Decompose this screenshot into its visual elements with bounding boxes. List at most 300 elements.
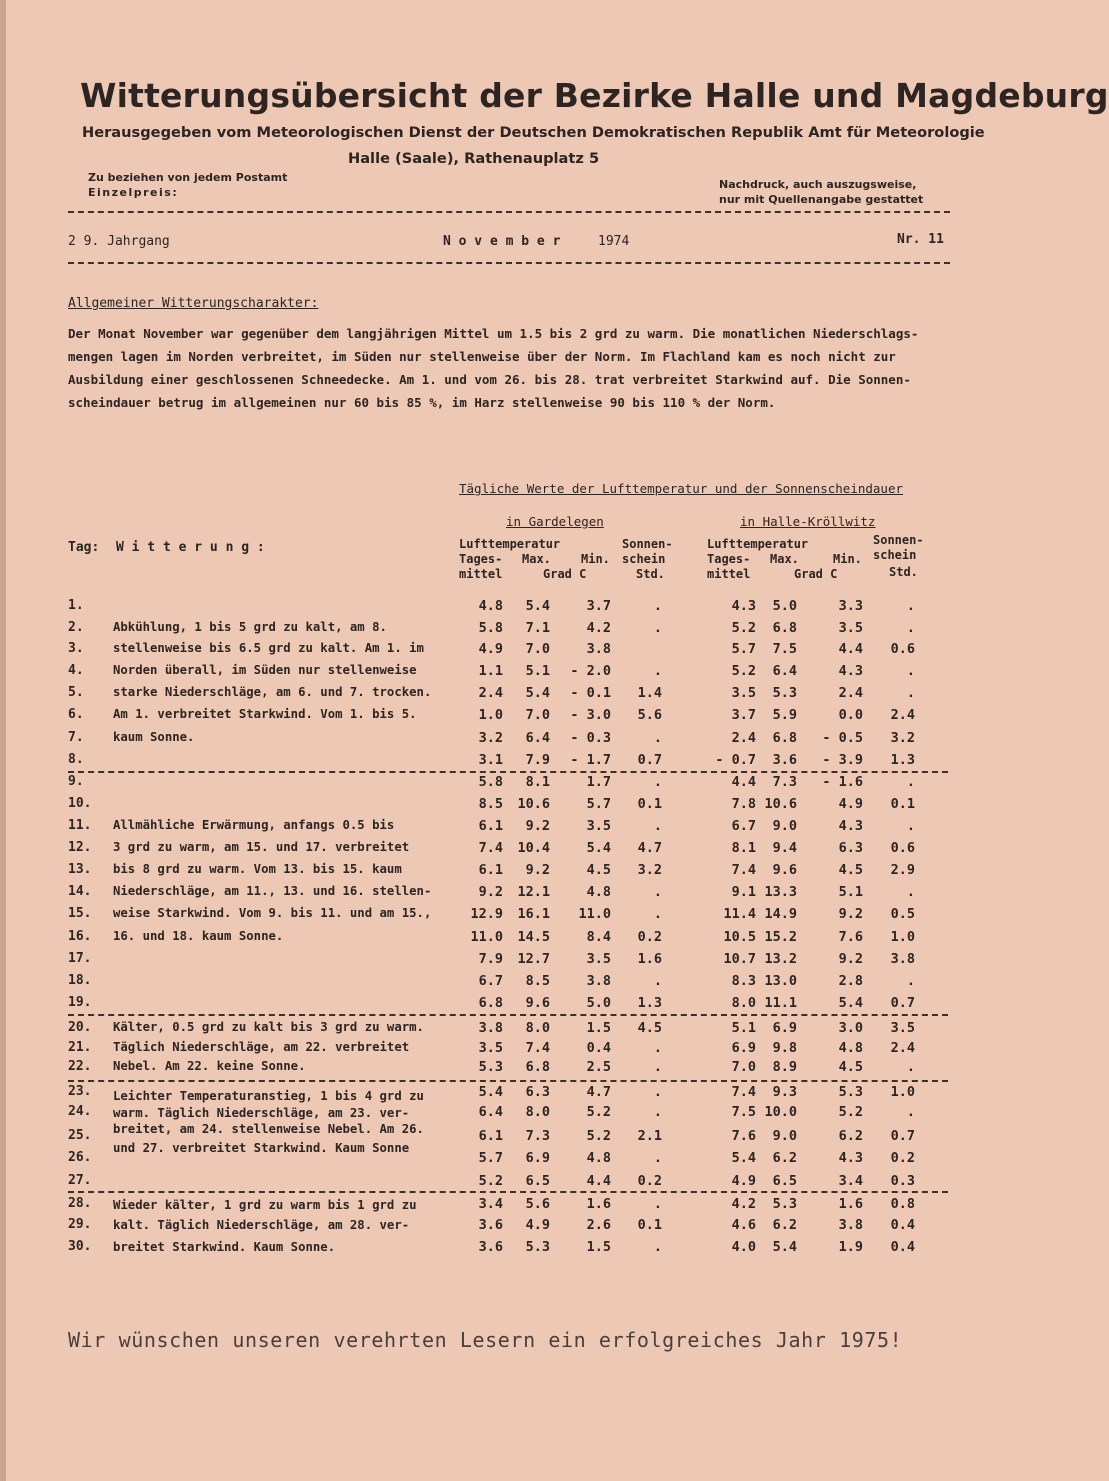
order-info-line: Zu beziehen von jedem Postamt bbox=[88, 171, 288, 184]
general-line-1: Der Monat November war gegenüber dem langjährigen Mittel um 1.5 bis 2 grd zu warm. Die monatlichen Niederschlags- bbox=[68, 326, 919, 341]
h-mittel-cell: 3.7 bbox=[731, 707, 756, 723]
g-std-header: Std. bbox=[636, 567, 665, 581]
issue-year: 1974 bbox=[598, 234, 630, 249]
g-mittel-cell: 3.8 bbox=[478, 1020, 503, 1036]
period-4-line-3: breitet, am 24. stellenweise Nebel. Am 26. bbox=[113, 1122, 424, 1136]
h-sonne-cell: 0.1 bbox=[890, 796, 915, 812]
issue-number: Nr. 11 bbox=[897, 232, 944, 247]
h-tages-header: Tages- bbox=[707, 552, 751, 566]
h-min-cell: 4.3 bbox=[838, 1150, 863, 1166]
g-mittel-cell: 6.7 bbox=[478, 973, 503, 989]
day-label: 12. bbox=[68, 840, 92, 855]
g-sonne-cell: . bbox=[653, 598, 662, 614]
g-max-cell: 6.3 bbox=[525, 1084, 550, 1100]
h-schein-header: schein bbox=[873, 548, 917, 562]
g-max-cell: 7.0 bbox=[525, 707, 550, 723]
g-max-cell: 8.1 bbox=[525, 774, 550, 790]
period-3-line-1: Kälter, 0.5 grd zu kalt bis 3 grd zu warm. bbox=[113, 1020, 424, 1034]
g-sonne-cell: . bbox=[653, 1150, 662, 1166]
g-max-cell: 4.9 bbox=[525, 1217, 550, 1233]
g-mittel-cell: 5.2 bbox=[478, 1173, 503, 1189]
g-mittel-cell: 6.8 bbox=[478, 995, 503, 1011]
g-mittel-cell: 3.1 bbox=[478, 752, 503, 768]
g-mittel-cell: 2.4 bbox=[478, 685, 503, 701]
h-sonne-cell: . bbox=[906, 973, 915, 989]
h-min-cell: 4.5 bbox=[838, 1059, 863, 1075]
h-mittel-cell: 4.0 bbox=[731, 1239, 756, 1255]
day-label: 28. bbox=[68, 1196, 92, 1211]
h-min-cell: 0.0 bbox=[838, 707, 863, 723]
day-label: 19. bbox=[68, 995, 92, 1010]
station-gardelegen: in Gardelegen bbox=[506, 514, 604, 529]
h-sonne-cell: 3.8 bbox=[890, 951, 915, 967]
h-sonne-cell: . bbox=[906, 774, 915, 790]
h-sonne-cell: 2.4 bbox=[890, 707, 915, 723]
volume-label: 2 9. Jahrgang bbox=[68, 234, 170, 249]
g-max-cell: 9.6 bbox=[525, 995, 550, 1011]
h-max-cell: 9.4 bbox=[772, 840, 797, 856]
period-5-line-1: Wieder kälter, 1 grd zu warm bis 1 grd zu bbox=[113, 1198, 417, 1212]
period-separator bbox=[68, 1080, 948, 1082]
general-heading: Allgemeiner Witterungscharakter: bbox=[68, 296, 319, 311]
h-sonne-cell: 1.3 bbox=[890, 752, 915, 768]
g-mittel-cell: 4.9 bbox=[478, 641, 503, 657]
g-sonne-cell: . bbox=[653, 774, 662, 790]
station-halle: in Halle-Kröllwitz bbox=[740, 514, 876, 529]
h-max-cell: 3.6 bbox=[772, 752, 797, 768]
g-schein-header: schein bbox=[622, 552, 666, 566]
period-1-line-5: Am 1. verbreitet Starkwind. Vom 1. bis 5. bbox=[113, 707, 417, 721]
h-min-cell: 4.8 bbox=[838, 1040, 863, 1056]
day-label: 18. bbox=[68, 973, 92, 988]
g-sonne-cell: . bbox=[653, 620, 662, 636]
g-min-cell: 4.4 bbox=[586, 1173, 611, 1189]
g-max-cell: 16.1 bbox=[517, 906, 550, 922]
h-min-cell: 9.2 bbox=[838, 951, 863, 967]
g-min-cell: 3.5 bbox=[586, 818, 611, 834]
g-max-cell: 10.6 bbox=[517, 796, 550, 812]
h-sonne-cell: 0.6 bbox=[890, 840, 915, 856]
h-sonne-cell: 0.7 bbox=[890, 1128, 915, 1144]
g-min-cell: 5.2 bbox=[586, 1104, 611, 1120]
period-3-line-2: Täglich Niederschläge, am 22. verbreitet bbox=[113, 1040, 410, 1054]
h-min-cell: - 1.6 bbox=[822, 774, 863, 790]
h-min-cell: - 0.5 bbox=[822, 730, 863, 746]
g-max-cell: 6.4 bbox=[525, 730, 550, 746]
g-sonne-cell: . bbox=[653, 730, 662, 746]
g-max-cell: 7.3 bbox=[525, 1128, 550, 1144]
g-sonne-cell: 5.6 bbox=[637, 707, 662, 723]
g-sonne-cell: . bbox=[653, 1239, 662, 1255]
period-1-line-3: Norden überall, im Süden nur stellenweise bbox=[113, 663, 417, 677]
h-max-cell: 5.3 bbox=[772, 1196, 797, 1212]
h-sonne-cell: 0.5 bbox=[890, 906, 915, 922]
g-sonne-cell: 2.1 bbox=[637, 1128, 662, 1144]
h-mittel-cell: 8.3 bbox=[731, 973, 756, 989]
period-1-line-1: Abkühlung, 1 bis 5 grd zu kalt, am 8. bbox=[113, 620, 387, 634]
g-mittel-cell: 5.4 bbox=[478, 1084, 503, 1100]
g-max-cell: 7.4 bbox=[525, 1040, 550, 1056]
g-mittel-cell: 6.1 bbox=[478, 862, 503, 878]
h-grad-header: Grad C bbox=[794, 567, 838, 581]
g-max-cell: 12.1 bbox=[517, 884, 550, 900]
g-sonne-cell: 0.1 bbox=[637, 796, 662, 812]
g-max-cell: 5.4 bbox=[525, 598, 550, 614]
g-max-cell: 9.2 bbox=[525, 862, 550, 878]
g-min-cell: 2.6 bbox=[586, 1217, 611, 1233]
g-max-header: Max. bbox=[522, 552, 551, 566]
day-label: 16. bbox=[68, 929, 92, 944]
g-min-cell: - 0.1 bbox=[570, 685, 611, 701]
h-min-cell: 4.9 bbox=[838, 796, 863, 812]
h-max-cell: 9.8 bbox=[772, 1040, 797, 1056]
h-sonnen-header: Sonnen- bbox=[873, 533, 924, 547]
g-min-cell: - 1.7 bbox=[570, 752, 611, 768]
g-min-cell: 5.0 bbox=[586, 995, 611, 1011]
g-sonne-cell: . bbox=[653, 906, 662, 922]
h-luft-header: Lufttemperatur bbox=[707, 537, 809, 551]
g-mittel-cell: 7.4 bbox=[478, 840, 503, 856]
day-label: 26. bbox=[68, 1150, 92, 1165]
period-2-line-5: weise Starkwind. Vom 9. bis 11. und am 15., bbox=[113, 906, 432, 920]
g-max-cell: 5.4 bbox=[525, 685, 550, 701]
g-sonne-cell: . bbox=[653, 663, 662, 679]
period-3-line-3: Nebel. Am 22. keine Sonne. bbox=[113, 1059, 306, 1073]
h-min-cell: 5.4 bbox=[838, 995, 863, 1011]
h-max-cell: 6.5 bbox=[772, 1173, 797, 1189]
g-min-cell: - 0.3 bbox=[570, 730, 611, 746]
h-min-cell: 3.8 bbox=[838, 1217, 863, 1233]
day-label: 10. bbox=[68, 796, 92, 811]
g-sonne-cell: 3.2 bbox=[637, 862, 662, 878]
day-label: 8. bbox=[68, 752, 84, 767]
g-min-cell: 8.4 bbox=[586, 929, 611, 945]
h-sonne-cell: 0.4 bbox=[890, 1239, 915, 1255]
g-sonne-cell: 1.3 bbox=[637, 995, 662, 1011]
header-rule-bottom bbox=[68, 262, 950, 264]
h-max-cell: 6.4 bbox=[772, 663, 797, 679]
period-4-line-4: und 27. verbreitet Starkwind. Kaum Sonne bbox=[113, 1141, 410, 1155]
g-min-cell: 4.8 bbox=[586, 1150, 611, 1166]
h-mittel-cell: 7.6 bbox=[731, 1128, 756, 1144]
h-sonne-cell: . bbox=[906, 818, 915, 834]
day-label: 23. bbox=[68, 1084, 92, 1099]
h-max-cell: 6.9 bbox=[772, 1020, 797, 1036]
g-min-cell: 2.5 bbox=[586, 1059, 611, 1075]
day-label: 5. bbox=[68, 685, 84, 700]
h-sonne-cell: 2.4 bbox=[890, 1040, 915, 1056]
g-sonne-cell: 4.7 bbox=[637, 840, 662, 856]
period-2-line-6: 16. und 18. kaum Sonne. bbox=[113, 929, 284, 943]
h-max-cell: 9.0 bbox=[772, 1128, 797, 1144]
h-min-cell: 2.4 bbox=[838, 685, 863, 701]
address-line: Halle (Saale), Rathenauplatz 5 bbox=[348, 150, 600, 167]
g-sonne-cell: . bbox=[653, 1084, 662, 1100]
g-mittel-cell: 12.9 bbox=[470, 906, 503, 922]
h-mittel-cell: 9.1 bbox=[731, 884, 756, 900]
g-min-cell: 3.8 bbox=[586, 641, 611, 657]
g-mittel-cell: 5.8 bbox=[478, 620, 503, 636]
g-min-cell: 1.7 bbox=[586, 774, 611, 790]
h-max-cell: 13.3 bbox=[764, 884, 797, 900]
g-sonne-cell: . bbox=[653, 884, 662, 900]
h-mittel-cell: 5.2 bbox=[731, 663, 756, 679]
h-mittel-cell: 4.4 bbox=[731, 774, 756, 790]
h-min-cell: 4.3 bbox=[838, 818, 863, 834]
g-min-cell: 4.7 bbox=[586, 1084, 611, 1100]
g-mittel-cell: 8.5 bbox=[478, 796, 503, 812]
day-label: 7. bbox=[68, 730, 84, 745]
g-min-cell: - 3.0 bbox=[570, 707, 611, 723]
h-max-cell: 5.3 bbox=[772, 685, 797, 701]
h-max-cell: 13.2 bbox=[764, 951, 797, 967]
h-min-cell: 4.3 bbox=[838, 663, 863, 679]
table-caption: Tägliche Werte der Lufttemperatur und der Sonnenscheindauer bbox=[459, 481, 904, 496]
h-mittel-cell: 7.4 bbox=[731, 1084, 756, 1100]
h-mittel-cell: 5.4 bbox=[731, 1150, 756, 1166]
g-sonne-cell: 0.2 bbox=[637, 1173, 662, 1189]
g-mittel-cell: 1.1 bbox=[478, 663, 503, 679]
h-max-cell: 5.0 bbox=[772, 598, 797, 614]
page-title: Witterungsübersicht der Bezirke Halle und Magdeburg bbox=[80, 76, 1109, 115]
h-sonne-cell: 0.7 bbox=[890, 995, 915, 1011]
h-mittel-cell: 5.7 bbox=[731, 641, 756, 657]
general-line-2: mengen lagen im Norden verbreitet, im Süden nur stellenweise über der Norm. Im Flachland kam es noch nicht zur bbox=[68, 349, 896, 364]
h-mittel-cell: 8.1 bbox=[731, 840, 756, 856]
period-2-line-4: Niederschläge, am 11., 13. und 16. stellen- bbox=[113, 884, 432, 898]
h-min-cell: 3.4 bbox=[838, 1173, 863, 1189]
h-mittel-cell: 7.8 bbox=[731, 796, 756, 812]
g-mittel-cell: 7.9 bbox=[478, 951, 503, 967]
h-max-cell: 6.8 bbox=[772, 730, 797, 746]
g-sonne-cell: 1.6 bbox=[637, 951, 662, 967]
h-sonne-cell: . bbox=[906, 663, 915, 679]
period-2-line-1: Allmähliche Erwärmung, anfangs 0.5 bis bbox=[113, 818, 395, 832]
general-line-4: scheindauer betrug im allgemeinen nur 60 bis 85 %, im Harz stellenweise 90 bis 110 % der Norm. bbox=[68, 395, 776, 410]
h-max-cell: 5.4 bbox=[772, 1239, 797, 1255]
g-min-cell: 3.8 bbox=[586, 973, 611, 989]
day-label: 30. bbox=[68, 1239, 92, 1254]
g-min-cell: 1.5 bbox=[586, 1239, 611, 1255]
g-sonne-cell: 0.2 bbox=[637, 929, 662, 945]
h-sonne-cell: 0.6 bbox=[890, 641, 915, 657]
g-max-cell: 8.0 bbox=[525, 1020, 550, 1036]
g-max-cell: 9.2 bbox=[525, 818, 550, 834]
g-sonne-cell: . bbox=[653, 1059, 662, 1075]
h-mittel-cell: 6.7 bbox=[731, 818, 756, 834]
h-sonne-cell: . bbox=[906, 884, 915, 900]
h-mittel-cell: 4.2 bbox=[731, 1196, 756, 1212]
g-mittel-cell: 5.8 bbox=[478, 774, 503, 790]
g-luft-header: Lufttemperatur bbox=[459, 537, 561, 551]
h-mittel-cell: 8.0 bbox=[731, 995, 756, 1011]
h-sonne-cell: 1.0 bbox=[890, 929, 915, 945]
period-separator bbox=[68, 1014, 948, 1016]
g-sonne-cell: . bbox=[653, 973, 662, 989]
g-min-cell: 1.5 bbox=[586, 1020, 611, 1036]
h-sonne-cell: 3.2 bbox=[890, 730, 915, 746]
h-sonne-cell: 0.2 bbox=[890, 1150, 915, 1166]
day-label: 9. bbox=[68, 774, 84, 789]
h-min-cell: 5.3 bbox=[838, 1084, 863, 1100]
h-sonne-cell: 0.8 bbox=[890, 1196, 915, 1212]
g-mittel-cell: 3.4 bbox=[478, 1196, 503, 1212]
g-max-cell: 7.0 bbox=[525, 641, 550, 657]
general-line-3: Ausbildung einer geschlossenen Schneedecke. Am 1. und vom 26. bis 28. trat verbreitet Starkwind auf. Die Sonnen- bbox=[68, 372, 911, 387]
h-sonne-cell: 2.9 bbox=[890, 862, 915, 878]
g-max-cell: 12.7 bbox=[517, 951, 550, 967]
h-sonne-cell: . bbox=[906, 685, 915, 701]
day-label: 24. bbox=[68, 1104, 92, 1119]
g-max-cell: 8.5 bbox=[525, 973, 550, 989]
h-min-cell: 5.1 bbox=[838, 884, 863, 900]
g-max-cell: 7.9 bbox=[525, 752, 550, 768]
period-2-line-2: 3 grd zu warm, am 15. und 17. verbreitet bbox=[113, 840, 410, 854]
day-label: 11. bbox=[68, 818, 92, 833]
h-mittel-cell: 4.6 bbox=[731, 1217, 756, 1233]
h-min-cell: 1.9 bbox=[838, 1239, 863, 1255]
g-max-cell: 10.4 bbox=[517, 840, 550, 856]
g-max-cell: 8.0 bbox=[525, 1104, 550, 1120]
g-min-cell: 4.2 bbox=[586, 620, 611, 636]
col-tag-header: Tag: bbox=[68, 540, 100, 555]
day-label: 22. bbox=[68, 1059, 92, 1074]
g-min-cell: 4.8 bbox=[586, 884, 611, 900]
day-label: 2. bbox=[68, 620, 84, 635]
g-mittel-cell: 5.7 bbox=[478, 1150, 503, 1166]
g-sonne-cell: . bbox=[653, 1040, 662, 1056]
h-min-cell: 3.0 bbox=[838, 1020, 863, 1036]
day-label: 6. bbox=[68, 707, 84, 722]
issue-month: N o v e m b e r bbox=[443, 234, 561, 249]
new-year-greeting: Wir wünschen unseren verehrten Lesern ein erfolgreiches Jahr 1975! bbox=[68, 1328, 903, 1352]
h-mittel-cell: 7.5 bbox=[731, 1104, 756, 1120]
day-label: 29. bbox=[68, 1217, 92, 1232]
h-sonne-cell: . bbox=[906, 598, 915, 614]
g-mittel-cell: 4.8 bbox=[478, 598, 503, 614]
g-mittel-cell: 6.1 bbox=[478, 818, 503, 834]
h-max-cell: 9.6 bbox=[772, 862, 797, 878]
g-max-cell: 7.1 bbox=[525, 620, 550, 636]
g-max-cell: 6.5 bbox=[525, 1173, 550, 1189]
g-sonne-cell: . bbox=[653, 1104, 662, 1120]
h-min-header: Min. bbox=[833, 552, 862, 566]
day-label: 1. bbox=[68, 598, 84, 613]
day-label: 13. bbox=[68, 862, 92, 877]
g-max-cell: 14.5 bbox=[517, 929, 550, 945]
h-mittel-cell: 10.7 bbox=[723, 951, 756, 967]
h-mittel-cell: 7.4 bbox=[731, 862, 756, 878]
g-sonne-cell: 0.7 bbox=[637, 752, 662, 768]
g-mittel-cell: 3.6 bbox=[478, 1239, 503, 1255]
h-mittel-cell: 10.5 bbox=[723, 929, 756, 945]
g-sonne-cell: . bbox=[653, 818, 662, 834]
day-label: 25. bbox=[68, 1128, 92, 1143]
h-min-cell: 9.2 bbox=[838, 906, 863, 922]
g-mittel-cell: 1.0 bbox=[478, 707, 503, 723]
g-min-cell: 11.0 bbox=[578, 906, 611, 922]
h-max-cell: 7.5 bbox=[772, 641, 797, 657]
day-label: 27. bbox=[68, 1173, 92, 1188]
h-mittel-cell: 4.9 bbox=[731, 1173, 756, 1189]
g-mittel-cell: 3.2 bbox=[478, 730, 503, 746]
g-mittel-header: mittel bbox=[459, 567, 503, 581]
period-5-line-2: kalt. Täglich Niederschläge, am 28. ver- bbox=[113, 1218, 410, 1232]
h-sonne-cell: 1.0 bbox=[890, 1084, 915, 1100]
h-min-cell: 4.4 bbox=[838, 641, 863, 657]
g-tages-header: Tages- bbox=[459, 552, 503, 566]
h-max-cell: 6.8 bbox=[772, 620, 797, 636]
h-sonne-cell: . bbox=[906, 620, 915, 636]
h-max-cell: 8.9 bbox=[772, 1059, 797, 1075]
h-min-cell: 6.2 bbox=[838, 1128, 863, 1144]
h-max-cell: 14.9 bbox=[764, 906, 797, 922]
day-label: 20. bbox=[68, 1020, 92, 1035]
h-mittel-cell: 11.4 bbox=[723, 906, 756, 922]
g-sonnen-header: Sonnen- bbox=[622, 537, 673, 551]
g-min-header: Min. bbox=[581, 552, 610, 566]
period-separator bbox=[68, 1191, 948, 1193]
h-max-cell: 6.2 bbox=[772, 1150, 797, 1166]
g-mittel-cell: 11.0 bbox=[470, 929, 503, 945]
publisher-line: Herausgegeben vom Meteorologischen Dienst der Deutschen Demokratischen Republik Amt für Meteorologie bbox=[82, 124, 985, 141]
h-mittel-cell: 3.5 bbox=[731, 685, 756, 701]
page-binding-edge bbox=[0, 0, 6, 1481]
h-mittel-cell: - 0.7 bbox=[715, 752, 756, 768]
h-sonne-cell: 3.5 bbox=[890, 1020, 915, 1036]
g-min-cell: 5.7 bbox=[586, 796, 611, 812]
h-mittel-cell: 6.9 bbox=[731, 1040, 756, 1056]
g-min-cell: 1.6 bbox=[586, 1196, 611, 1212]
period-2-line-3: bis 8 grd zu warm. Vom 13. bis 15. kaum bbox=[113, 862, 402, 876]
h-sonne-cell: 0.3 bbox=[890, 1173, 915, 1189]
g-min-cell: 5.4 bbox=[586, 840, 611, 856]
h-mittel-cell: 4.3 bbox=[731, 598, 756, 614]
h-mittel-header: mittel bbox=[707, 567, 751, 581]
h-min-cell: - 3.9 bbox=[822, 752, 863, 768]
reprint-note-line1: Nachdruck, auch auszugsweise, bbox=[719, 178, 917, 191]
h-min-cell: 2.8 bbox=[838, 973, 863, 989]
g-sonne-cell: 4.5 bbox=[637, 1020, 662, 1036]
period-separator bbox=[68, 771, 948, 773]
reprint-note-line2: nur mit Quellenangabe gestattet bbox=[719, 193, 924, 206]
day-label: 4. bbox=[68, 663, 84, 678]
h-mittel-cell: 2.4 bbox=[731, 730, 756, 746]
h-min-cell: 3.3 bbox=[838, 598, 863, 614]
price-line: Einzelpreis: bbox=[88, 186, 179, 199]
g-min-cell: 4.5 bbox=[586, 862, 611, 878]
g-sonne-cell: 1.4 bbox=[637, 685, 662, 701]
h-min-cell: 6.3 bbox=[838, 840, 863, 856]
g-min-cell: - 2.0 bbox=[570, 663, 611, 679]
g-min-cell: 5.2 bbox=[586, 1128, 611, 1144]
period-5-line-3: breitet Starkwind. Kaum Sonne. bbox=[113, 1240, 336, 1254]
h-max-cell: 6.2 bbox=[772, 1217, 797, 1233]
day-label: 3. bbox=[68, 641, 84, 656]
period-4-line-2: warm. Täglich Niederschläge, am 23. ver- bbox=[113, 1106, 410, 1120]
g-mittel-cell: 3.5 bbox=[478, 1040, 503, 1056]
h-min-cell: 3.5 bbox=[838, 620, 863, 636]
col-witterung-header: W i t t e r u n g : bbox=[116, 540, 265, 555]
period-1-line-6: kaum Sonne. bbox=[113, 730, 195, 744]
g-max-cell: 6.9 bbox=[525, 1150, 550, 1166]
g-min-cell: 0.4 bbox=[586, 1040, 611, 1056]
h-mittel-cell: 5.1 bbox=[731, 1020, 756, 1036]
h-max-cell: 5.9 bbox=[772, 707, 797, 723]
h-max-cell: 9.0 bbox=[772, 818, 797, 834]
g-min-cell: 3.7 bbox=[586, 598, 611, 614]
h-sonne-cell: 0.4 bbox=[890, 1217, 915, 1233]
